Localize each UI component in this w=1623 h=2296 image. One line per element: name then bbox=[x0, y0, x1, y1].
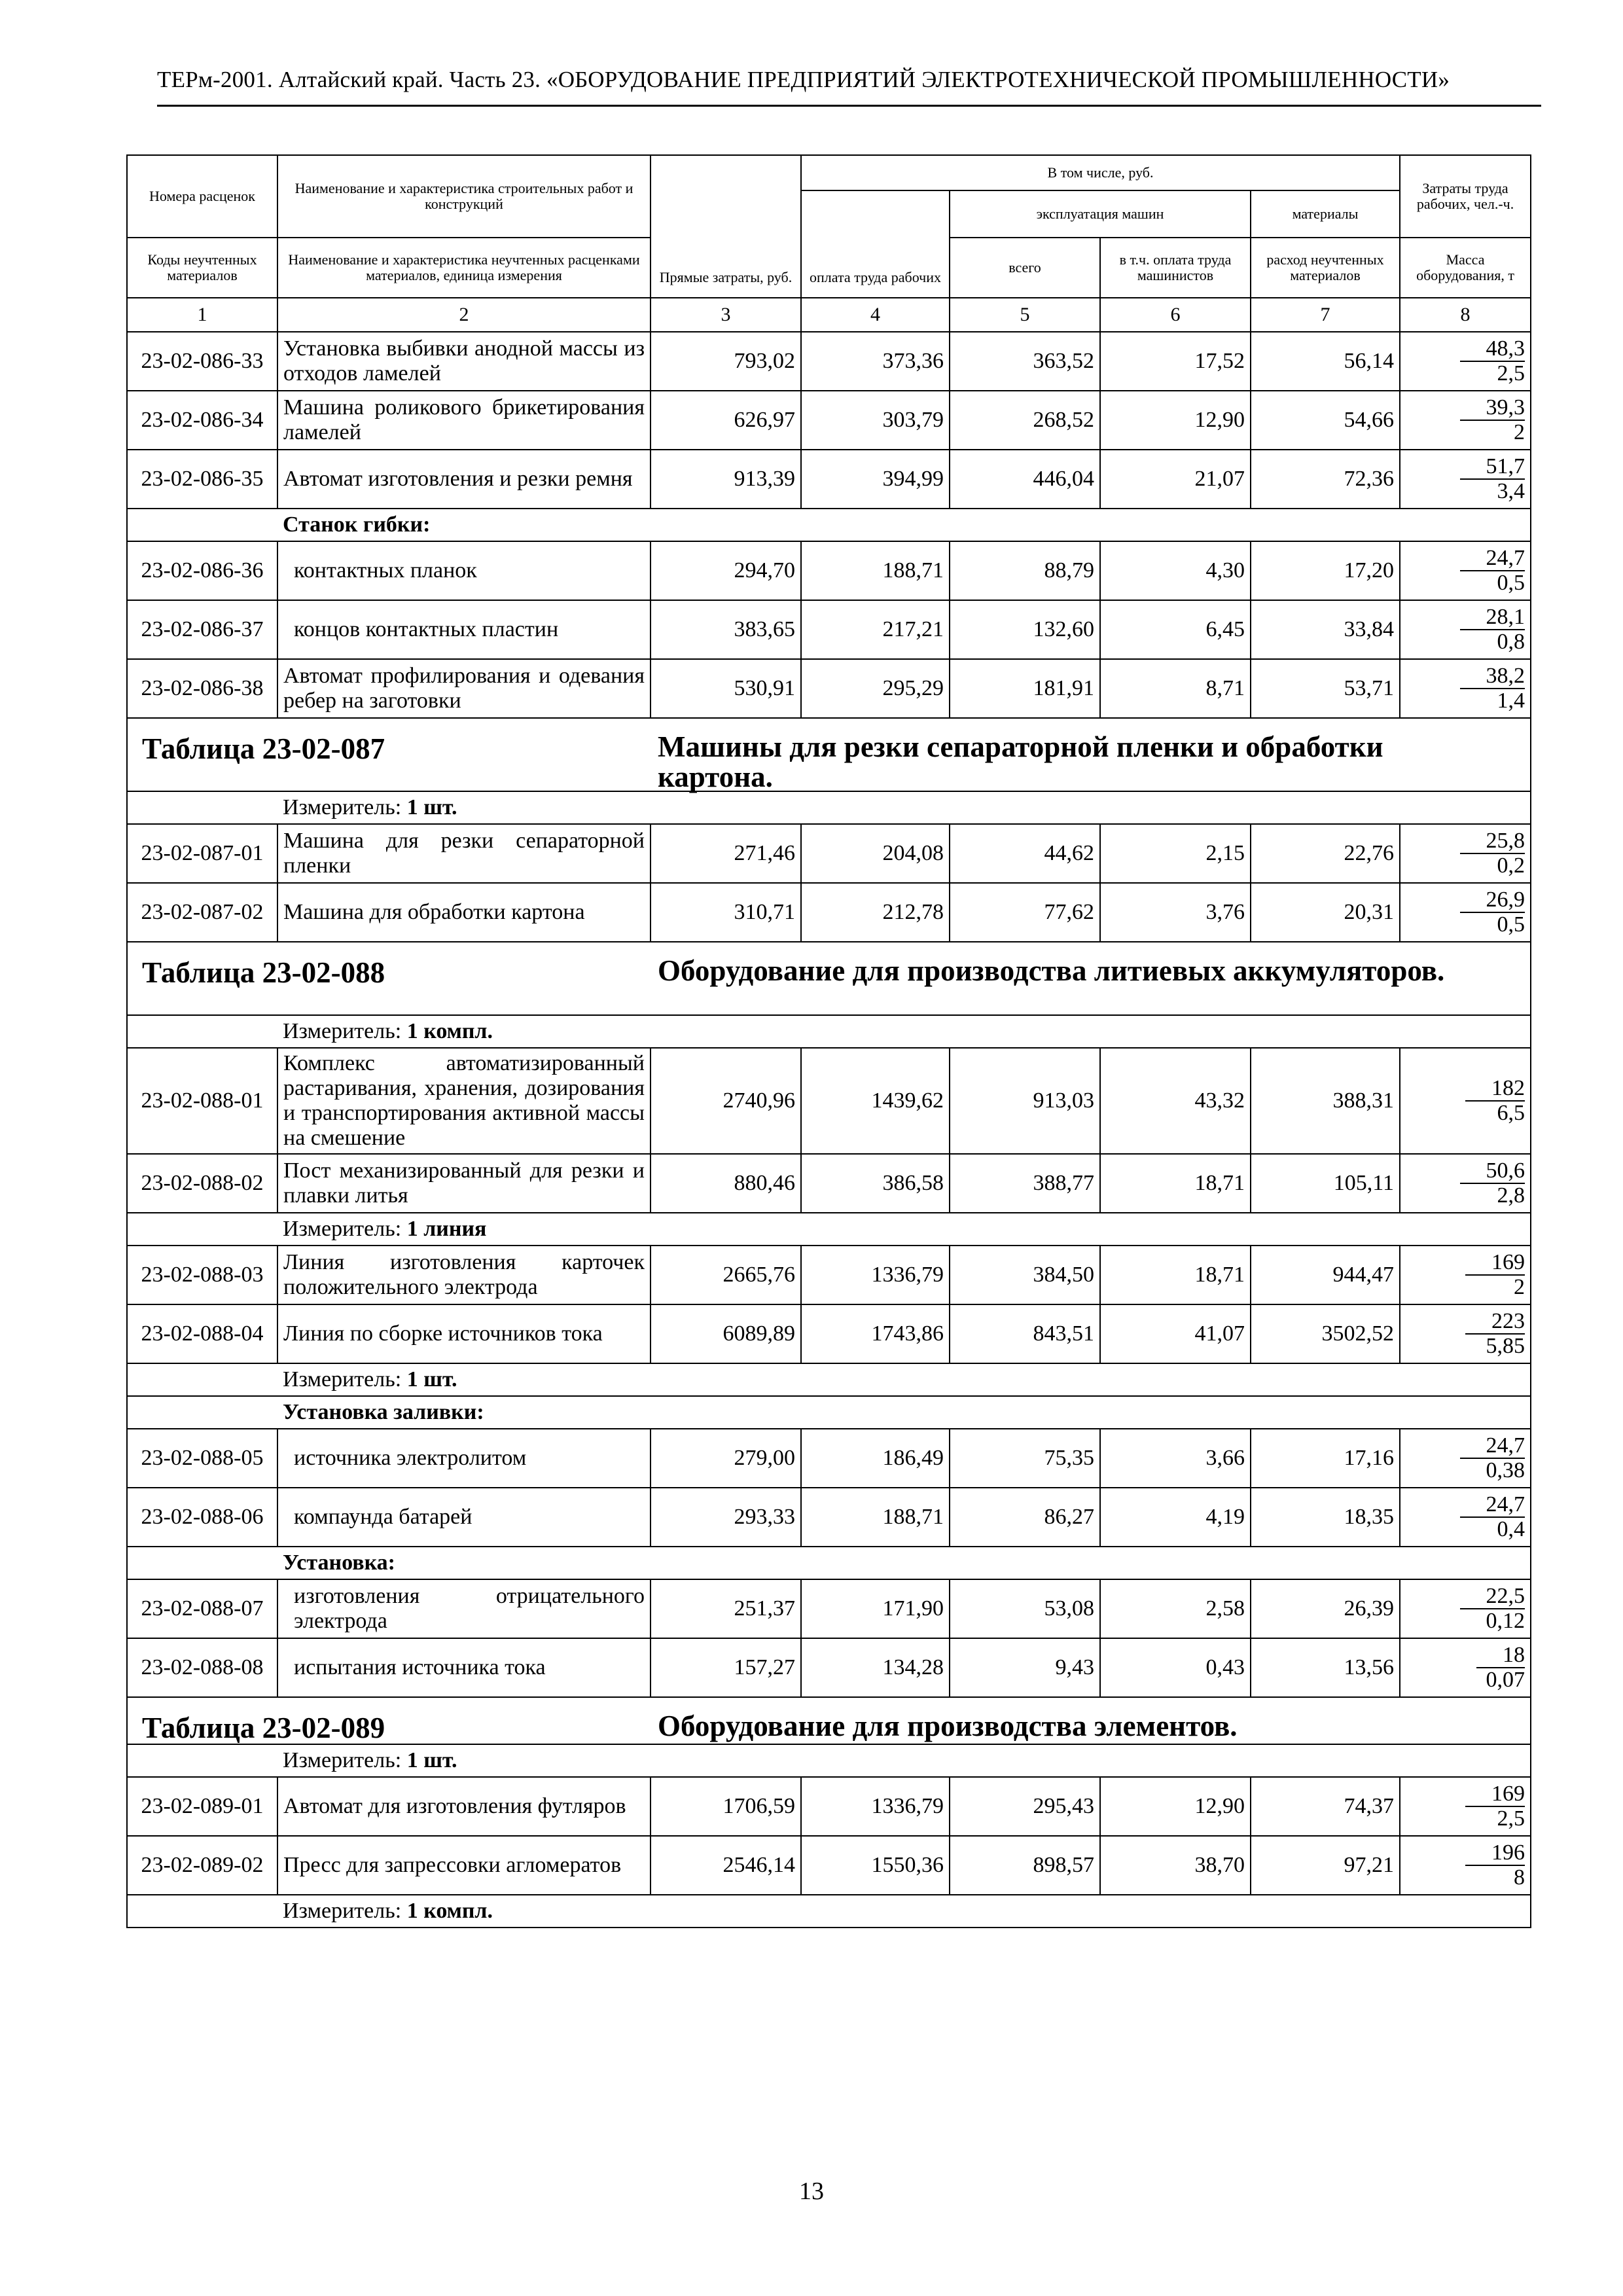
rate-code: 23-02-087-01 bbox=[127, 824, 277, 883]
col-header-operators-wages: в т.ч. оплата труда машинистов bbox=[1100, 238, 1251, 298]
materials: 17,20 bbox=[1251, 541, 1400, 600]
workers-wages: 1550,36 bbox=[801, 1836, 950, 1895]
machines-total: 268,52 bbox=[950, 391, 1100, 450]
machines-total: 53,08 bbox=[950, 1579, 1100, 1638]
labor-and-mass bbox=[1400, 1579, 1531, 1638]
materials: 105,11 bbox=[1251, 1154, 1400, 1213]
fraction bbox=[1406, 829, 1525, 878]
direct-costs: 1706,59 bbox=[651, 1777, 801, 1836]
col-header-material-names: Наименование и характеристика неучтенных расценками материалов, единица измерения bbox=[277, 238, 651, 298]
operators-wages: 18,71 bbox=[1100, 1246, 1251, 1304]
labor-and-mass bbox=[1400, 824, 1531, 883]
work-name: Машина для резки сепараторной пленки bbox=[277, 824, 651, 883]
table-row bbox=[127, 1579, 1531, 1638]
workers-wages: 295,29 bbox=[801, 659, 950, 718]
direct-costs: 880,46 bbox=[651, 1154, 801, 1213]
labor-hours: 51,7 bbox=[1460, 455, 1525, 480]
table-title-row bbox=[127, 942, 1531, 1015]
operators-wages: 43,32 bbox=[1100, 1048, 1251, 1154]
measure-unit bbox=[277, 1895, 1531, 1928]
group-subheader: Установка заливки: bbox=[277, 1396, 1531, 1429]
workers-wages: 204,08 bbox=[801, 824, 950, 883]
labor-and-mass bbox=[1400, 332, 1531, 391]
table-row bbox=[127, 883, 1531, 942]
direct-costs: 294,70 bbox=[651, 541, 801, 600]
labor-and-mass bbox=[1400, 883, 1531, 942]
measure-label: Измеритель: bbox=[283, 1367, 407, 1391]
table-number: Таблица 23-02-087 bbox=[142, 732, 385, 765]
rate-code: 23-02-086-37 bbox=[127, 600, 277, 659]
group-subheader-row bbox=[127, 1547, 1531, 1579]
measure-label: Измеритель: bbox=[283, 1019, 407, 1043]
machines-total: 388,77 bbox=[950, 1154, 1100, 1213]
operators-wages: 17,52 bbox=[1100, 332, 1251, 391]
machines-total: 384,50 bbox=[950, 1246, 1100, 1304]
direct-costs: 383,65 bbox=[651, 600, 801, 659]
labor-hours: 38,2 bbox=[1460, 664, 1525, 689]
operators-wages: 3,66 bbox=[1100, 1429, 1251, 1488]
workers-wages: 134,28 bbox=[801, 1638, 950, 1697]
header-rule bbox=[157, 105, 1541, 107]
table-row bbox=[127, 1246, 1531, 1304]
direct-costs: 157,27 bbox=[651, 1638, 801, 1697]
measure-value: 1 линия bbox=[406, 1217, 487, 1241]
labor-and-mass bbox=[1400, 659, 1531, 718]
workers-wages: 1439,62 bbox=[801, 1048, 950, 1154]
fraction bbox=[1406, 1159, 1525, 1208]
work-name: источника электролитом bbox=[277, 1429, 651, 1488]
measure-unit bbox=[277, 1015, 1531, 1048]
measure-unit bbox=[277, 1213, 1531, 1246]
measure-unit bbox=[277, 1744, 1531, 1777]
machines-total: 446,04 bbox=[950, 450, 1100, 509]
measure-row bbox=[127, 791, 1531, 824]
work-name: Автомат изготовления и резки ремня bbox=[277, 450, 651, 509]
workers-wages: 1336,79 bbox=[801, 1777, 950, 1836]
labor-hours: 24,7 bbox=[1460, 1493, 1525, 1518]
labor-hours: 22,5 bbox=[1460, 1585, 1525, 1609]
table-title-cell bbox=[127, 942, 1531, 1015]
labor-hours: 18 bbox=[1476, 1643, 1525, 1668]
operators-wages: 4,19 bbox=[1100, 1488, 1251, 1547]
fraction bbox=[1406, 547, 1525, 595]
col-header-equipment-mass: Масса оборудования, т bbox=[1400, 238, 1531, 298]
machines-total: 295,43 bbox=[950, 1777, 1100, 1836]
direct-costs: 271,46 bbox=[651, 824, 801, 883]
labor-and-mass bbox=[1400, 1429, 1531, 1488]
equipment-mass: 6,5 bbox=[1497, 1101, 1525, 1125]
measure-unit bbox=[277, 1363, 1531, 1396]
operators-wages: 12,90 bbox=[1100, 1777, 1251, 1836]
measure-label: Измеритель: bbox=[283, 795, 407, 819]
direct-costs: 279,00 bbox=[651, 1429, 801, 1488]
fraction bbox=[1406, 1643, 1525, 1692]
labor-hours: 223 bbox=[1465, 1310, 1525, 1335]
operators-wages: 2,15 bbox=[1100, 824, 1251, 883]
labor-and-mass bbox=[1400, 1836, 1531, 1895]
measure-row bbox=[127, 1363, 1531, 1396]
materials: 26,39 bbox=[1251, 1579, 1400, 1638]
rate-code: 23-02-088-04 bbox=[127, 1304, 277, 1363]
work-name: Установка выбивки анодной массы из отходов ламелей bbox=[277, 332, 651, 391]
measure-label: Измеритель: bbox=[283, 1899, 407, 1923]
materials: 56,14 bbox=[1251, 332, 1400, 391]
work-name: Комплекс автоматизированный растаривания, хранения, дозирования и транспортирования активной массы на смешение bbox=[277, 1048, 651, 1154]
operators-wages: 4,30 bbox=[1100, 541, 1251, 600]
table-title-row bbox=[127, 1697, 1531, 1744]
table-title-cell bbox=[127, 718, 1531, 791]
workers-wages: 386,58 bbox=[801, 1154, 950, 1213]
empty-cell bbox=[127, 1396, 277, 1429]
col-header-total: всего bbox=[950, 238, 1100, 298]
labor-and-mass bbox=[1400, 1638, 1531, 1697]
empty-cell bbox=[127, 791, 277, 824]
equipment-mass: 0,12 bbox=[1486, 1609, 1525, 1633]
labor-and-mass bbox=[1400, 1154, 1531, 1213]
operators-wages: 38,70 bbox=[1100, 1836, 1251, 1895]
labor-hours: 169 bbox=[1465, 1251, 1525, 1276]
equipment-mass: 2 bbox=[1514, 420, 1525, 444]
rate-code: 23-02-086-38 bbox=[127, 659, 277, 718]
work-name: Пресс для запрессовки агломератов bbox=[277, 1836, 651, 1895]
work-name: испытания источника тока bbox=[277, 1638, 651, 1697]
materials: 74,37 bbox=[1251, 1777, 1400, 1836]
col-header-material-codes: Коды неучтенных материалов bbox=[127, 238, 277, 298]
table-row bbox=[127, 332, 1531, 391]
machines-total: 44,62 bbox=[950, 824, 1100, 883]
labor-and-mass bbox=[1400, 600, 1531, 659]
workers-wages: 188,71 bbox=[801, 541, 950, 600]
direct-costs: 793,02 bbox=[651, 332, 801, 391]
table-number: Таблица 23-02-089 bbox=[142, 1712, 385, 1744]
workers-wages: 186,49 bbox=[801, 1429, 950, 1488]
workers-wages: 1743,86 bbox=[801, 1304, 950, 1363]
equipment-mass: 3,4 bbox=[1497, 479, 1525, 503]
col-header-machines: эксплуатация машин bbox=[950, 190, 1251, 238]
table-row bbox=[127, 600, 1531, 659]
equipment-mass: 0,8 bbox=[1497, 630, 1525, 654]
materials: 54,66 bbox=[1251, 391, 1400, 450]
table-title: Оборудование для производства литиевых аккумуляторов. bbox=[658, 954, 1445, 987]
workers-wages: 212,78 bbox=[801, 883, 950, 942]
direct-costs: 310,71 bbox=[651, 883, 801, 942]
column-numbers-row bbox=[127, 298, 1531, 332]
workers-wages: 373,36 bbox=[801, 332, 950, 391]
fraction bbox=[1406, 1585, 1525, 1633]
materials: 33,84 bbox=[1251, 600, 1400, 659]
equipment-mass: 1,4 bbox=[1497, 689, 1525, 713]
rates-table bbox=[126, 154, 1531, 1928]
materials: 3502,52 bbox=[1251, 1304, 1400, 1363]
measure-value: 1 компл. bbox=[406, 1019, 493, 1043]
operators-wages: 8,71 bbox=[1100, 659, 1251, 718]
table-row bbox=[127, 1777, 1531, 1836]
fraction bbox=[1406, 888, 1525, 937]
direct-costs: 530,91 bbox=[651, 659, 801, 718]
machines-total: 181,91 bbox=[950, 659, 1100, 718]
measure-row bbox=[127, 1744, 1531, 1777]
work-name: Автомат профилирования и одевания ребер на заготовки bbox=[277, 659, 651, 718]
materials: 944,47 bbox=[1251, 1246, 1400, 1304]
operators-wages: 3,76 bbox=[1100, 883, 1251, 942]
materials: 13,56 bbox=[1251, 1638, 1400, 1697]
materials: 20,31 bbox=[1251, 883, 1400, 942]
table-title-row bbox=[127, 718, 1531, 791]
equipment-mass: 0,5 bbox=[1497, 912, 1525, 937]
running-header: ТЕРм-2001. Алтайский край. Часть 23. «ОБОРУДОВАНИЕ ПРЕДПРИЯТИЙ ЭЛЕКТРОТЕХНИЧЕСКОЙ ПРОМЫШЛЕННОСТИ» bbox=[157, 67, 1450, 92]
group-subheader-row bbox=[127, 509, 1531, 541]
table-row bbox=[127, 1154, 1531, 1213]
materials: 22,76 bbox=[1251, 824, 1400, 883]
rate-code: 23-02-088-08 bbox=[127, 1638, 277, 1697]
labor-hours: 24,7 bbox=[1460, 547, 1525, 571]
measure-value: 1 шт. bbox=[406, 1367, 457, 1391]
column-number: 2 bbox=[277, 298, 651, 332]
rate-code: 23-02-088-06 bbox=[127, 1488, 277, 1547]
equipment-mass: 5,85 bbox=[1486, 1334, 1525, 1358]
operators-wages: 21,07 bbox=[1100, 450, 1251, 509]
labor-and-mass bbox=[1400, 541, 1531, 600]
measure-label: Измеритель: bbox=[283, 1748, 407, 1772]
machines-total: 132,60 bbox=[950, 600, 1100, 659]
col-header-material-consumption: расход неучтенных материалов bbox=[1251, 238, 1400, 298]
measure-row bbox=[127, 1895, 1531, 1928]
machines-total: 77,62 bbox=[950, 883, 1100, 942]
direct-costs: 2740,96 bbox=[651, 1048, 801, 1154]
operators-wages: 2,58 bbox=[1100, 1579, 1251, 1638]
labor-hours: 182 bbox=[1465, 1077, 1525, 1102]
workers-wages: 394,99 bbox=[801, 450, 950, 509]
materials: 97,21 bbox=[1251, 1836, 1400, 1895]
rate-code: 23-02-086-35 bbox=[127, 450, 277, 509]
table-row bbox=[127, 1304, 1531, 1363]
labor-and-mass bbox=[1400, 1246, 1531, 1304]
machines-total: 913,03 bbox=[950, 1048, 1100, 1154]
column-number: 5 bbox=[950, 298, 1100, 332]
fraction bbox=[1406, 455, 1525, 503]
empty-cell bbox=[127, 1547, 277, 1579]
direct-costs: 2546,14 bbox=[651, 1836, 801, 1895]
labor-hours: 24,7 bbox=[1460, 1434, 1525, 1459]
fraction bbox=[1406, 664, 1525, 713]
empty-cell bbox=[127, 509, 277, 541]
machines-total: 75,35 bbox=[950, 1429, 1100, 1488]
table-row bbox=[127, 391, 1531, 450]
workers-wages: 303,79 bbox=[801, 391, 950, 450]
machines-total: 898,57 bbox=[950, 1836, 1100, 1895]
work-name: контактных планок bbox=[277, 541, 651, 600]
work-name: Машина роликового брикетирования ламелей bbox=[277, 391, 651, 450]
labor-hours: 48,3 bbox=[1460, 337, 1525, 362]
labor-and-mass bbox=[1400, 1777, 1531, 1836]
operators-wages: 12,90 bbox=[1100, 391, 1251, 450]
column-number: 4 bbox=[801, 298, 950, 332]
fraction bbox=[1406, 396, 1525, 444]
labor-hours: 26,9 bbox=[1460, 888, 1525, 913]
col-header-name: Наименование и характеристика строительных работ и конструкций bbox=[277, 155, 651, 238]
workers-wages: 188,71 bbox=[801, 1488, 950, 1547]
measure-value: 1 шт. bbox=[406, 1748, 457, 1772]
labor-and-mass bbox=[1400, 1048, 1531, 1154]
labor-and-mass bbox=[1400, 1304, 1531, 1363]
operators-wages: 6,45 bbox=[1100, 600, 1251, 659]
equipment-mass: 0,4 bbox=[1497, 1517, 1525, 1541]
labor-hours: 50,6 bbox=[1460, 1159, 1525, 1184]
group-subheader-row bbox=[127, 1396, 1531, 1429]
table-row bbox=[127, 450, 1531, 509]
fraction bbox=[1406, 1251, 1525, 1299]
table-row bbox=[127, 1488, 1531, 1547]
work-name: Автомат для изготовления футляров bbox=[277, 1777, 651, 1836]
equipment-mass: 0,5 bbox=[1497, 571, 1525, 595]
work-name: концов контактных пластин bbox=[277, 600, 651, 659]
work-name: Машина для обработки картона bbox=[277, 883, 651, 942]
fraction bbox=[1406, 605, 1525, 654]
fraction bbox=[1406, 1782, 1525, 1831]
table-title: Машины для резки сепараторной пленки и обработки картона. bbox=[658, 730, 1383, 793]
equipment-mass: 2 bbox=[1514, 1275, 1525, 1299]
measure-row bbox=[127, 1015, 1531, 1048]
work-name: компаунда батарей bbox=[277, 1488, 651, 1547]
column-number: 3 bbox=[651, 298, 801, 332]
column-number: 6 bbox=[1100, 298, 1251, 332]
empty-cell bbox=[127, 1213, 277, 1246]
rate-code: 23-02-089-01 bbox=[127, 1777, 277, 1836]
direct-costs: 913,39 bbox=[651, 450, 801, 509]
rate-code: 23-02-086-34 bbox=[127, 391, 277, 450]
measure-value: 1 шт. bbox=[406, 795, 457, 819]
materials: 72,36 bbox=[1251, 450, 1400, 509]
col-header-direct-costs: Прямые затраты, руб. bbox=[651, 155, 801, 298]
fraction bbox=[1406, 1493, 1525, 1541]
workers-wages: 217,21 bbox=[801, 600, 950, 659]
machines-total: 9,43 bbox=[950, 1638, 1100, 1697]
machines-total: 363,52 bbox=[950, 332, 1100, 391]
col-header-wages: оплата труда рабочих bbox=[801, 190, 950, 298]
rate-code: 23-02-088-02 bbox=[127, 1154, 277, 1213]
rate-code: 23-02-088-03 bbox=[127, 1246, 277, 1304]
equipment-mass: 8 bbox=[1514, 1865, 1525, 1890]
col-header-labor-costs: Затраты труда рабочих, чел.-ч. bbox=[1400, 155, 1531, 238]
table-row bbox=[127, 1836, 1531, 1895]
work-name: Линия изготовления карточек положительного электрода bbox=[277, 1246, 651, 1304]
table-number: Таблица 23-02-088 bbox=[142, 956, 385, 989]
fraction bbox=[1406, 1841, 1525, 1890]
labor-and-mass bbox=[1400, 391, 1531, 450]
operators-wages: 18,71 bbox=[1100, 1154, 1251, 1213]
direct-costs: 251,37 bbox=[651, 1579, 801, 1638]
operators-wages: 41,07 bbox=[1100, 1304, 1251, 1363]
direct-costs: 6089,89 bbox=[651, 1304, 801, 1363]
labor-hours: 196 bbox=[1465, 1841, 1525, 1866]
empty-cell bbox=[127, 1744, 277, 1777]
column-number: 1 bbox=[127, 298, 277, 332]
fraction bbox=[1406, 1310, 1525, 1358]
direct-costs: 293,33 bbox=[651, 1488, 801, 1547]
labor-hours: 25,8 bbox=[1460, 829, 1525, 854]
group-subheader: Установка: bbox=[277, 1547, 1531, 1579]
table-row bbox=[127, 1048, 1531, 1154]
materials: 18,35 bbox=[1251, 1488, 1400, 1547]
empty-cell bbox=[127, 1895, 277, 1928]
workers-wages: 171,90 bbox=[801, 1579, 950, 1638]
col-header-codes: Номера расценок bbox=[127, 155, 277, 238]
measure-unit bbox=[277, 791, 1531, 824]
machines-total: 88,79 bbox=[950, 541, 1100, 600]
group-subheader: Станок гибки: bbox=[277, 509, 1531, 541]
machines-total: 843,51 bbox=[950, 1304, 1100, 1363]
work-name: Линия по сборке источников тока bbox=[277, 1304, 651, 1363]
empty-cell bbox=[127, 1363, 277, 1396]
equipment-mass: 0,07 bbox=[1486, 1668, 1525, 1692]
rate-code: 23-02-089-02 bbox=[127, 1836, 277, 1895]
rate-code: 23-02-086-33 bbox=[127, 332, 277, 391]
table-title-cell bbox=[127, 1697, 1531, 1744]
work-name: Пост механизированный для резки и плавки литья bbox=[277, 1154, 651, 1213]
table-row bbox=[127, 541, 1531, 600]
column-number: 7 bbox=[1251, 298, 1400, 332]
operators-wages: 0,43 bbox=[1100, 1638, 1251, 1697]
equipment-mass: 0,2 bbox=[1497, 853, 1525, 878]
rate-code: 23-02-088-07 bbox=[127, 1579, 277, 1638]
col-header-including: В том числе, руб. bbox=[801, 155, 1400, 190]
measure-value: 1 компл. bbox=[406, 1899, 493, 1923]
measure-row bbox=[127, 1213, 1531, 1246]
table-row bbox=[127, 1638, 1531, 1697]
equipment-mass: 2,5 bbox=[1497, 1806, 1525, 1831]
labor-and-mass bbox=[1400, 1488, 1531, 1547]
materials: 17,16 bbox=[1251, 1429, 1400, 1488]
table-title: Оборудование для производства элементов. bbox=[658, 1710, 1238, 1742]
workers-wages: 1336,79 bbox=[801, 1246, 950, 1304]
materials: 53,71 bbox=[1251, 659, 1400, 718]
page-number: 13 bbox=[799, 2178, 824, 2205]
empty-cell bbox=[127, 1015, 277, 1048]
labor-hours: 169 bbox=[1465, 1782, 1525, 1807]
fraction bbox=[1406, 337, 1525, 386]
rate-code: 23-02-087-02 bbox=[127, 883, 277, 942]
machines-total: 86,27 bbox=[950, 1488, 1100, 1547]
labor-hours: 39,3 bbox=[1460, 396, 1525, 421]
equipment-mass: 2,8 bbox=[1497, 1183, 1525, 1208]
fraction bbox=[1406, 1077, 1525, 1125]
materials: 388,31 bbox=[1251, 1048, 1400, 1154]
column-number: 8 bbox=[1400, 298, 1531, 332]
table-row bbox=[127, 1429, 1531, 1488]
measure-label: Измеритель: bbox=[283, 1217, 407, 1241]
equipment-mass: 2,5 bbox=[1497, 361, 1525, 386]
direct-costs: 626,97 bbox=[651, 391, 801, 450]
work-name: изготовления отрицательного электрода bbox=[277, 1579, 651, 1638]
equipment-mass: 0,38 bbox=[1486, 1458, 1525, 1482]
direct-costs: 2665,76 bbox=[651, 1246, 801, 1304]
labor-hours: 28,1 bbox=[1460, 605, 1525, 630]
col-header-materials: материалы bbox=[1251, 190, 1400, 238]
rate-code: 23-02-088-01 bbox=[127, 1048, 277, 1154]
table-row bbox=[127, 659, 1531, 718]
rate-code: 23-02-088-05 bbox=[127, 1429, 277, 1488]
rate-code: 23-02-086-36 bbox=[127, 541, 277, 600]
table-row bbox=[127, 824, 1531, 883]
labor-and-mass bbox=[1400, 450, 1531, 509]
fraction bbox=[1406, 1434, 1525, 1482]
